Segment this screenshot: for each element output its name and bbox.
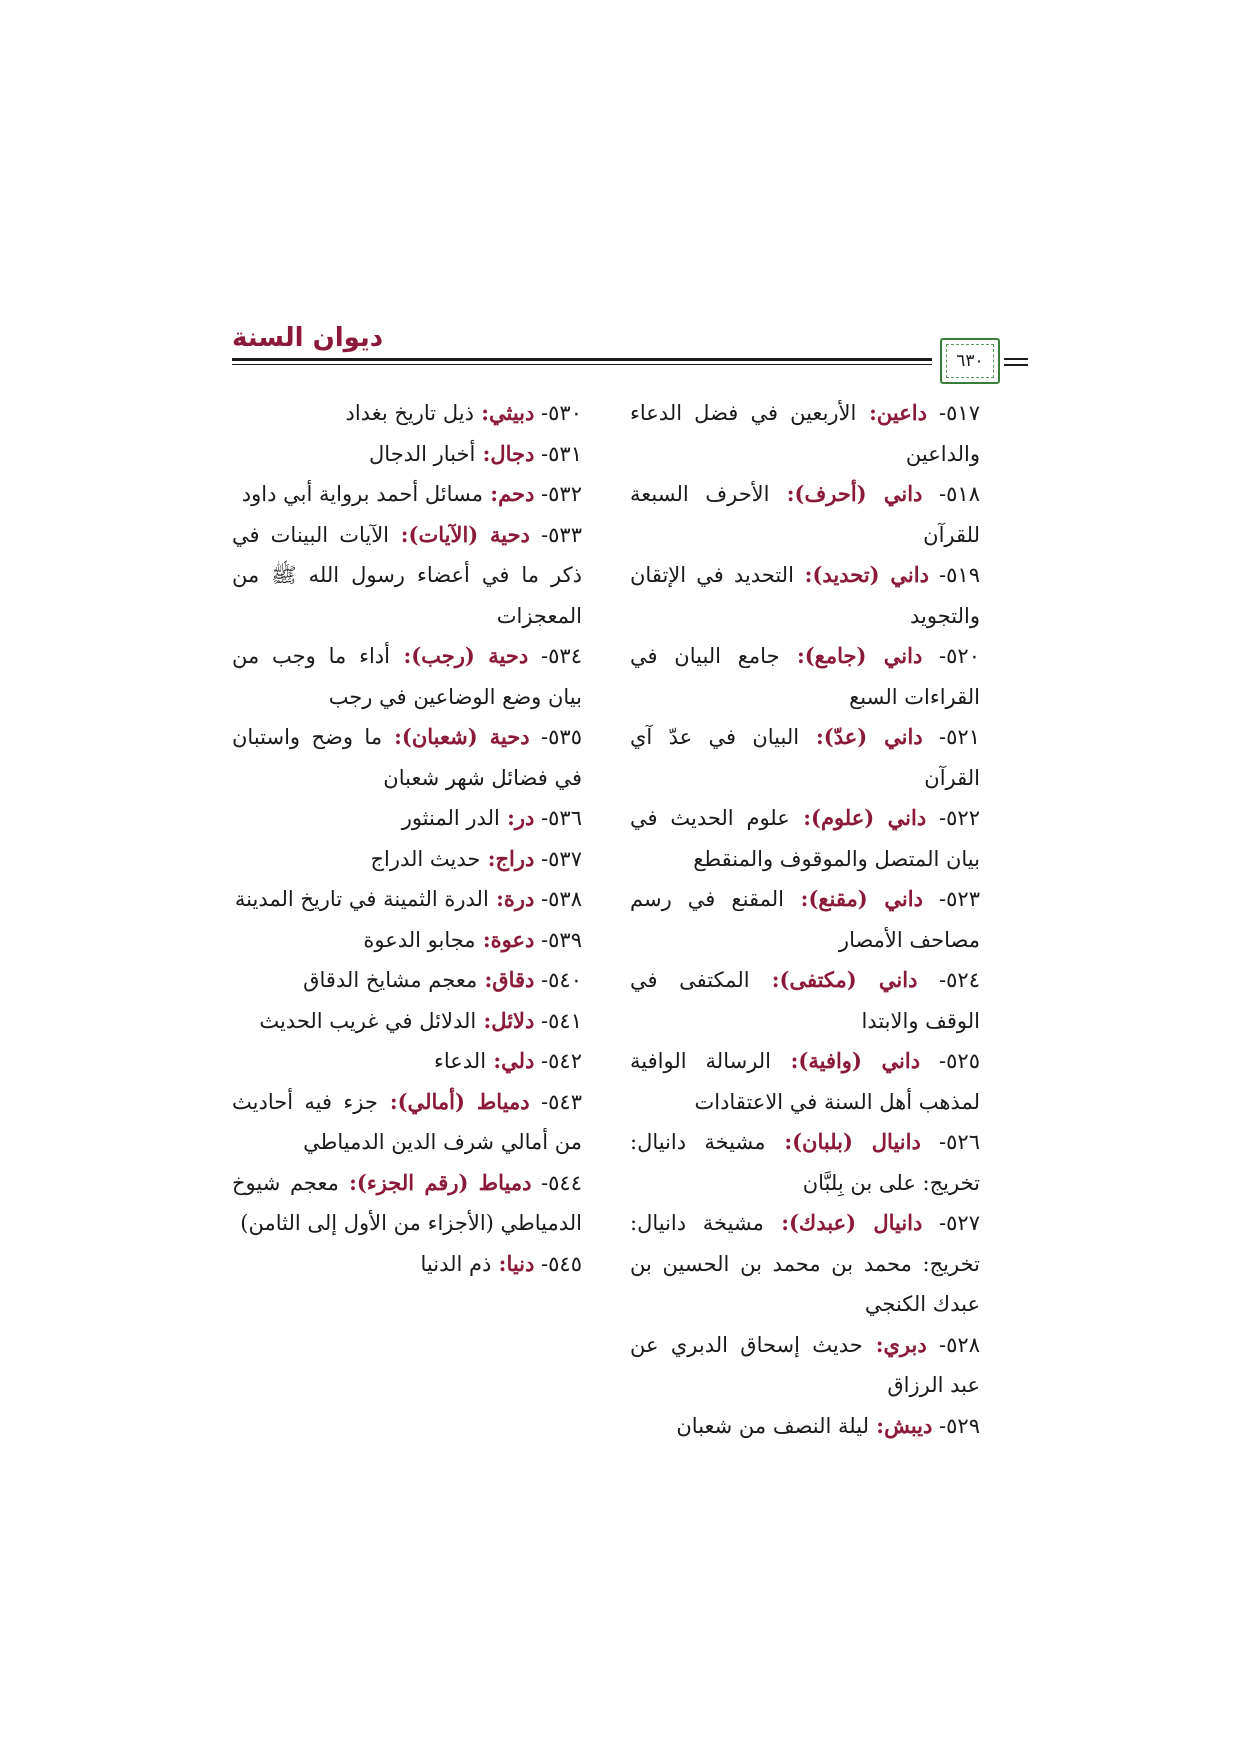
entry-keyword: دعوة (490, 926, 535, 952)
entry-title: علوم الحديث في بيان المتصل والموقوف والمنقطع (630, 806, 980, 871)
entry-title: الدر المنثور (401, 806, 500, 830)
entry-keyword: دلي (501, 1048, 535, 1073)
index-entry: ٥٤٤- دمياط (رقم الجزء): معجم شيوخ الدمياطي (الأجزاء من الأول إلى الثامن) (232, 1169, 582, 1235)
entry-title: أداء ما وجب من بيان وضع الوضاعين في رجب (232, 644, 582, 709)
entry-number: ٥٤٣ (548, 1089, 582, 1114)
index-entry: ٥٣٩- دعوة: مجابو الدعوة (363, 926, 582, 952)
index-entry: ٥٤١- دلائل: الدلائل في غريب الحديث (259, 1007, 582, 1033)
index-entry: ٥٢٢- داني (علوم): علوم الحديث في بيان المتصل والموقوف والمنقطع (630, 805, 980, 871)
index-entry: ٥٤٢- دلي: الدعاء (433, 1048, 582, 1073)
entry-title: الرسالة الوافية لمذهب أهل السنة في الاعتقادات (630, 1049, 980, 1114)
entry-title: الدعاء (433, 1049, 487, 1073)
entry-title: مشيخة دانيال: تخريج: على بن بِلبَّان (630, 1130, 980, 1195)
entry-title: المكتفى في الوقف والابتدا (630, 968, 980, 1033)
entry-number: ٥٢٦ (946, 1130, 980, 1154)
index-entry: ٥٤٥- دنيا: ذم الدنيا (420, 1250, 582, 1276)
entry-number: ٥٢١ (946, 725, 980, 749)
entry-keyword: ديبش (884, 1412, 933, 1438)
entry-number: ٥٢٩ (946, 1413, 980, 1438)
index-entry: ٥٣١- دجال: أخبار الدجال (369, 440, 582, 466)
entry-number: ٥٢٢ (946, 806, 980, 830)
entry-number: ٥٢٧ (946, 1211, 980, 1235)
entry-title: مسائل أحمد برواية أبي داود (241, 482, 483, 506)
index-entry: ٥١٧- داعين: الأربعين في فضل الدعاء والداعين (630, 400, 980, 466)
entry-keyword: داني (تحديد) (812, 562, 929, 587)
entry-title: ليلة النصف من شعبان (676, 1413, 869, 1438)
entry-title: ذيل تاريخ بغداد (345, 401, 474, 425)
entry-keyword: دقاق (492, 967, 535, 992)
entry-keyword: دحية (الآيات) (408, 521, 530, 547)
entry-keyword: دانيال (بلبان) (792, 1129, 921, 1154)
index-entry: ٥٣٤- دحية (رجب): أداء ما وجب من بيان وضع الوضاعين في رجب (232, 643, 582, 709)
entry-number: ٥٤١ (548, 1008, 582, 1033)
entry-title: معجم شيوخ الدمياطي (الأجزاء من الأول إلى الثامن) (232, 1170, 582, 1235)
header-rule (232, 358, 932, 361)
index-entry: ٥٢٦- دانيال (بلبان): مشيخة دانيال: تخريج: على بن بِلبَّان (630, 1129, 980, 1195)
index-entry: ٥٣٠- دبيثي: ذيل تاريخ بغداد (345, 400, 582, 425)
header-rule-tail (1004, 358, 1028, 360)
entry-number: ٥٣٣ (548, 522, 582, 547)
entry-title: الأحرف السبعة للقرآن (630, 482, 980, 547)
entry-keyword: داني (علوم) (811, 805, 927, 830)
index-entry: ٥٢٨- دبري: حديث إسحاق الدبري عن عبد الرزاق (630, 1331, 980, 1397)
entry-number: ٥٤٢ (548, 1049, 582, 1073)
entry-number: ٥٣١ (548, 441, 582, 466)
index-entry: ٥١٨- داني (أحرف): الأحرف السبعة للقرآن (630, 481, 980, 547)
index-entry: ٥٣٦- در: الدر المنثور (401, 805, 582, 830)
index-column-right (630, 393, 980, 1446)
index-entry: ٥٢٩- ديبش: ليلة النصف من شعبان (676, 1412, 980, 1438)
header-rule-tail-2 (1004, 364, 1028, 366)
entry-number: ٥١٩ (946, 563, 980, 587)
entry-number: ٥٣٥ (548, 725, 582, 749)
entry-number: ٥٣٢ (548, 482, 582, 506)
entry-keyword: داني (مكتفى) (779, 967, 918, 992)
entry-keyword: داني (أحرف) (794, 481, 923, 506)
index-entry: ٥٣٣- دحية (الآيات): الآيات البينات في ذكر ما في أعضاء رسول الله ﷺ من المعجزات (232, 521, 582, 628)
entry-keyword: داعين (876, 400, 927, 425)
entry-title: معجم مشايخ الدقاق (303, 968, 478, 992)
index-entry: ٥٣٥- دحية (شعبان): ما وضح واستبان في فضائل شهر شعبان (232, 724, 582, 790)
entry-title: حديث الدراج (370, 846, 481, 871)
index-column-left (232, 393, 582, 1284)
entry-keyword: داني (وافية) (798, 1048, 921, 1073)
entry-keyword: دلائل (491, 1007, 535, 1033)
entry-number: ٥٤٥ (548, 1251, 582, 1276)
entry-keyword: دمياط (أمالي) (397, 1088, 530, 1114)
entry-number: ٥٣٨ (548, 887, 582, 911)
entry-keyword: در (514, 805, 535, 830)
entry-number: ٥٣٩ (548, 927, 582, 952)
entry-number: ٥٤٤ (548, 1170, 582, 1195)
entry-keyword: دانيال (عبدك) (788, 1210, 923, 1235)
entry-keyword: دحم (498, 481, 535, 506)
entry-title: جزء فيه أحاديث من أمالي شرف الدين الدمياطي (232, 1089, 582, 1154)
page-header (232, 318, 1012, 390)
entry-title: الأربعين في فضل الدعاء والداعين (630, 401, 980, 466)
entry-title: التحديد في الإتقان والتجويد (630, 563, 980, 628)
entry-number: ٥٣٧ (548, 846, 582, 871)
index-entry: ٥٢٠- داني (جامع): جامع البيان في القراءات السبع (630, 643, 980, 709)
index-entry: ٥٢٤- داني (مكتفى): المكتفى في الوقف والابتدا (630, 967, 980, 1033)
entry-title: الآيات البينات في ذكر ما في أعضاء رسول الله ﷺ من المعجزات (232, 522, 582, 628)
entry-title: مجابو الدعوة (363, 927, 476, 952)
entry-keyword: دحية (شعبان) (401, 724, 530, 749)
entry-keyword: دنيا (506, 1250, 535, 1276)
entry-title: جامع البيان في القراءات السبع (630, 644, 980, 709)
index-entry: ٥٣٨- درة: الدرة الثمينة في تاريخ المدينة (234, 886, 582, 911)
index-entry: ٥٣٢- دحم: مسائل أحمد برواية أبي داود (241, 481, 582, 506)
index-entry: ٥٣٧- دراج: حديث الدراج (370, 845, 582, 871)
entry-title: ذم الدنيا (420, 1251, 492, 1276)
entry-title: المقنع في رسم مصاحف الأمصار (630, 887, 980, 952)
entry-number: ٥١٨ (946, 482, 980, 506)
entry-number: ٥٢٤ (946, 968, 980, 992)
index-entry: ٥١٩- داني (تحديد): التحديد في الإتقان والتجويد (630, 562, 980, 628)
entry-number: ٥٤٠ (548, 968, 582, 992)
entry-title: حديث إسحاق الدبري عن عبد الرزاق (630, 1332, 980, 1397)
entry-number: ٥٢٥ (946, 1049, 980, 1073)
index-entry: ٥٢٧- دانيال (عبدك): مشيخة دانيال: تخريج: محمد بن محمد بن الحسين بن عبدك الكنجي (630, 1210, 980, 1316)
entry-keyword: داني (مقنع) (808, 886, 923, 911)
index-entry: ٥٤٠- دقاق: معجم مشايخ الدقاق (303, 967, 582, 992)
entry-number: ٥٢٠ (946, 644, 980, 668)
entry-keyword: دجال (490, 440, 535, 466)
entry-title: أخبار الدجال (369, 441, 476, 466)
entry-number: ٥٣٠ (548, 401, 582, 425)
index-entry: ٥٢١- داني (عدّ): البيان في عدّ آي القرآن (630, 724, 980, 790)
entry-title: البيان في عدّ آي القرآن (630, 725, 980, 790)
entry-keyword: دبيثي (489, 400, 535, 425)
index-entry: ٥٢٥- داني (وافية): الرسالة الوافية لمذهب أهل السنة في الاعتقادات (630, 1048, 980, 1114)
entry-keyword: داني (عدّ) (823, 724, 923, 749)
entry-title: مشيخة دانيال: تخريج: محمد بن محمد بن الحسين بن عبدك الكنجي (630, 1211, 980, 1316)
entry-keyword: دراج (495, 845, 535, 871)
entry-number: ٥٣٤ (548, 644, 582, 668)
entry-keyword: دحية (رجب) (411, 643, 529, 668)
entry-keyword: دبري (883, 1331, 927, 1357)
entry-keyword: دمياط (رقم الجزء) (356, 1169, 532, 1195)
page-number: ٦٣٠ (946, 344, 994, 378)
entry-title: ما وضح واستبان في فضائل شهر شعبان (232, 725, 582, 790)
entry-title: الدلائل في غريب الحديث (259, 1008, 477, 1033)
index-entry: ٥٢٣- داني (مقنع): المقنع في رسم مصاحف الأمصار (630, 886, 980, 952)
entry-number: ٥١٧ (946, 401, 980, 425)
entry-number: ٥٣٦ (548, 806, 582, 830)
book-title: ديوان السنة (232, 323, 384, 353)
page-number-badge (940, 338, 1000, 384)
entry-number: ٥٢٨ (946, 1332, 980, 1357)
entry-keyword: درة (503, 886, 535, 911)
header-rule-thin (232, 364, 932, 365)
entry-keyword: داني (جامع) (804, 643, 923, 668)
entry-title: الدرة الثمينة في تاريخ المدينة (234, 887, 489, 911)
entry-number: ٥٢٣ (946, 887, 980, 911)
index-entry: ٥٤٣- دمياط (أمالي): جزء فيه أحاديث من أمالي شرف الدين الدمياطي (232, 1088, 582, 1154)
